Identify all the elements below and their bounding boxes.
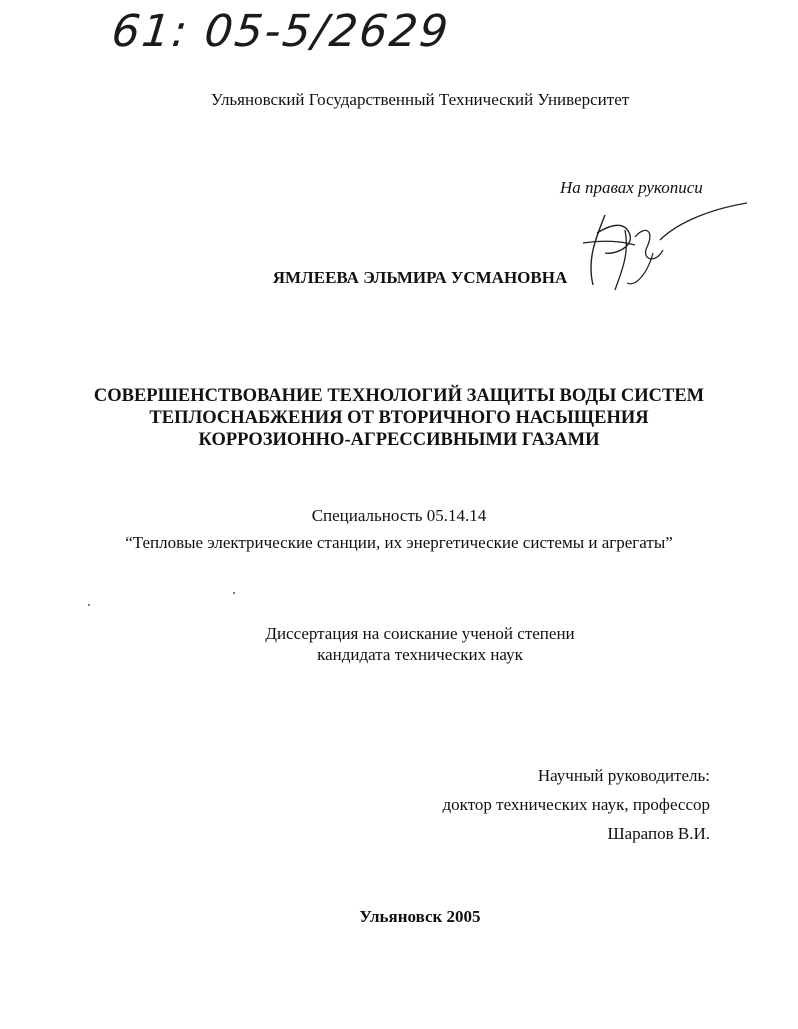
degree-line: Диссертация на соискание ученой степени [265, 624, 575, 643]
degree-statement [0, 623, 798, 665]
dissertation-title [0, 385, 798, 451]
title-line: КОРРОЗИОННО-АГРЕССИВНЫМИ ГАЗАМИ [198, 430, 600, 450]
city-and-year: Ульяновск 2005 [359, 907, 481, 926]
supervisor-name: Шарапов В.И. [607, 824, 710, 843]
specialty-name: “Тепловые электрические станции, их энергетические системы и агрегаты” [125, 533, 673, 552]
handwritten-archive-number: 61: 05-5/2629 [109, 6, 453, 57]
supervisor-label: Научный руководитель: [537, 766, 710, 785]
title-line: СОВЕРШЕНСТВОВАНИЕ ТЕХНОЛОГИЙ ЗАЩИТЫ ВОДЫ СИСТЕМ [93, 386, 705, 406]
supervisor-title: доктор технических наук, профессор [442, 795, 710, 814]
scan-speck [233, 592, 235, 594]
manuscript-rights-note: На правах рукописи [560, 178, 703, 197]
scan-speck [88, 604, 90, 606]
university-name: Ульяновский Государственный Технический Университет [210, 90, 630, 109]
degree-line: кандидата технических наук [317, 645, 523, 664]
specialty-code: Специальность 05.14.14 [311, 506, 487, 525]
author-name: ЯМЛЕЕВА ЭЛЬМИРА УСМАНОВНА [272, 268, 568, 287]
supervisor-block [443, 761, 710, 848]
title-line: ТЕПЛОСНАБЖЕНИЯ ОТ ВТОРИЧНОГО НАСЫЩЕНИЯ [149, 408, 649, 428]
